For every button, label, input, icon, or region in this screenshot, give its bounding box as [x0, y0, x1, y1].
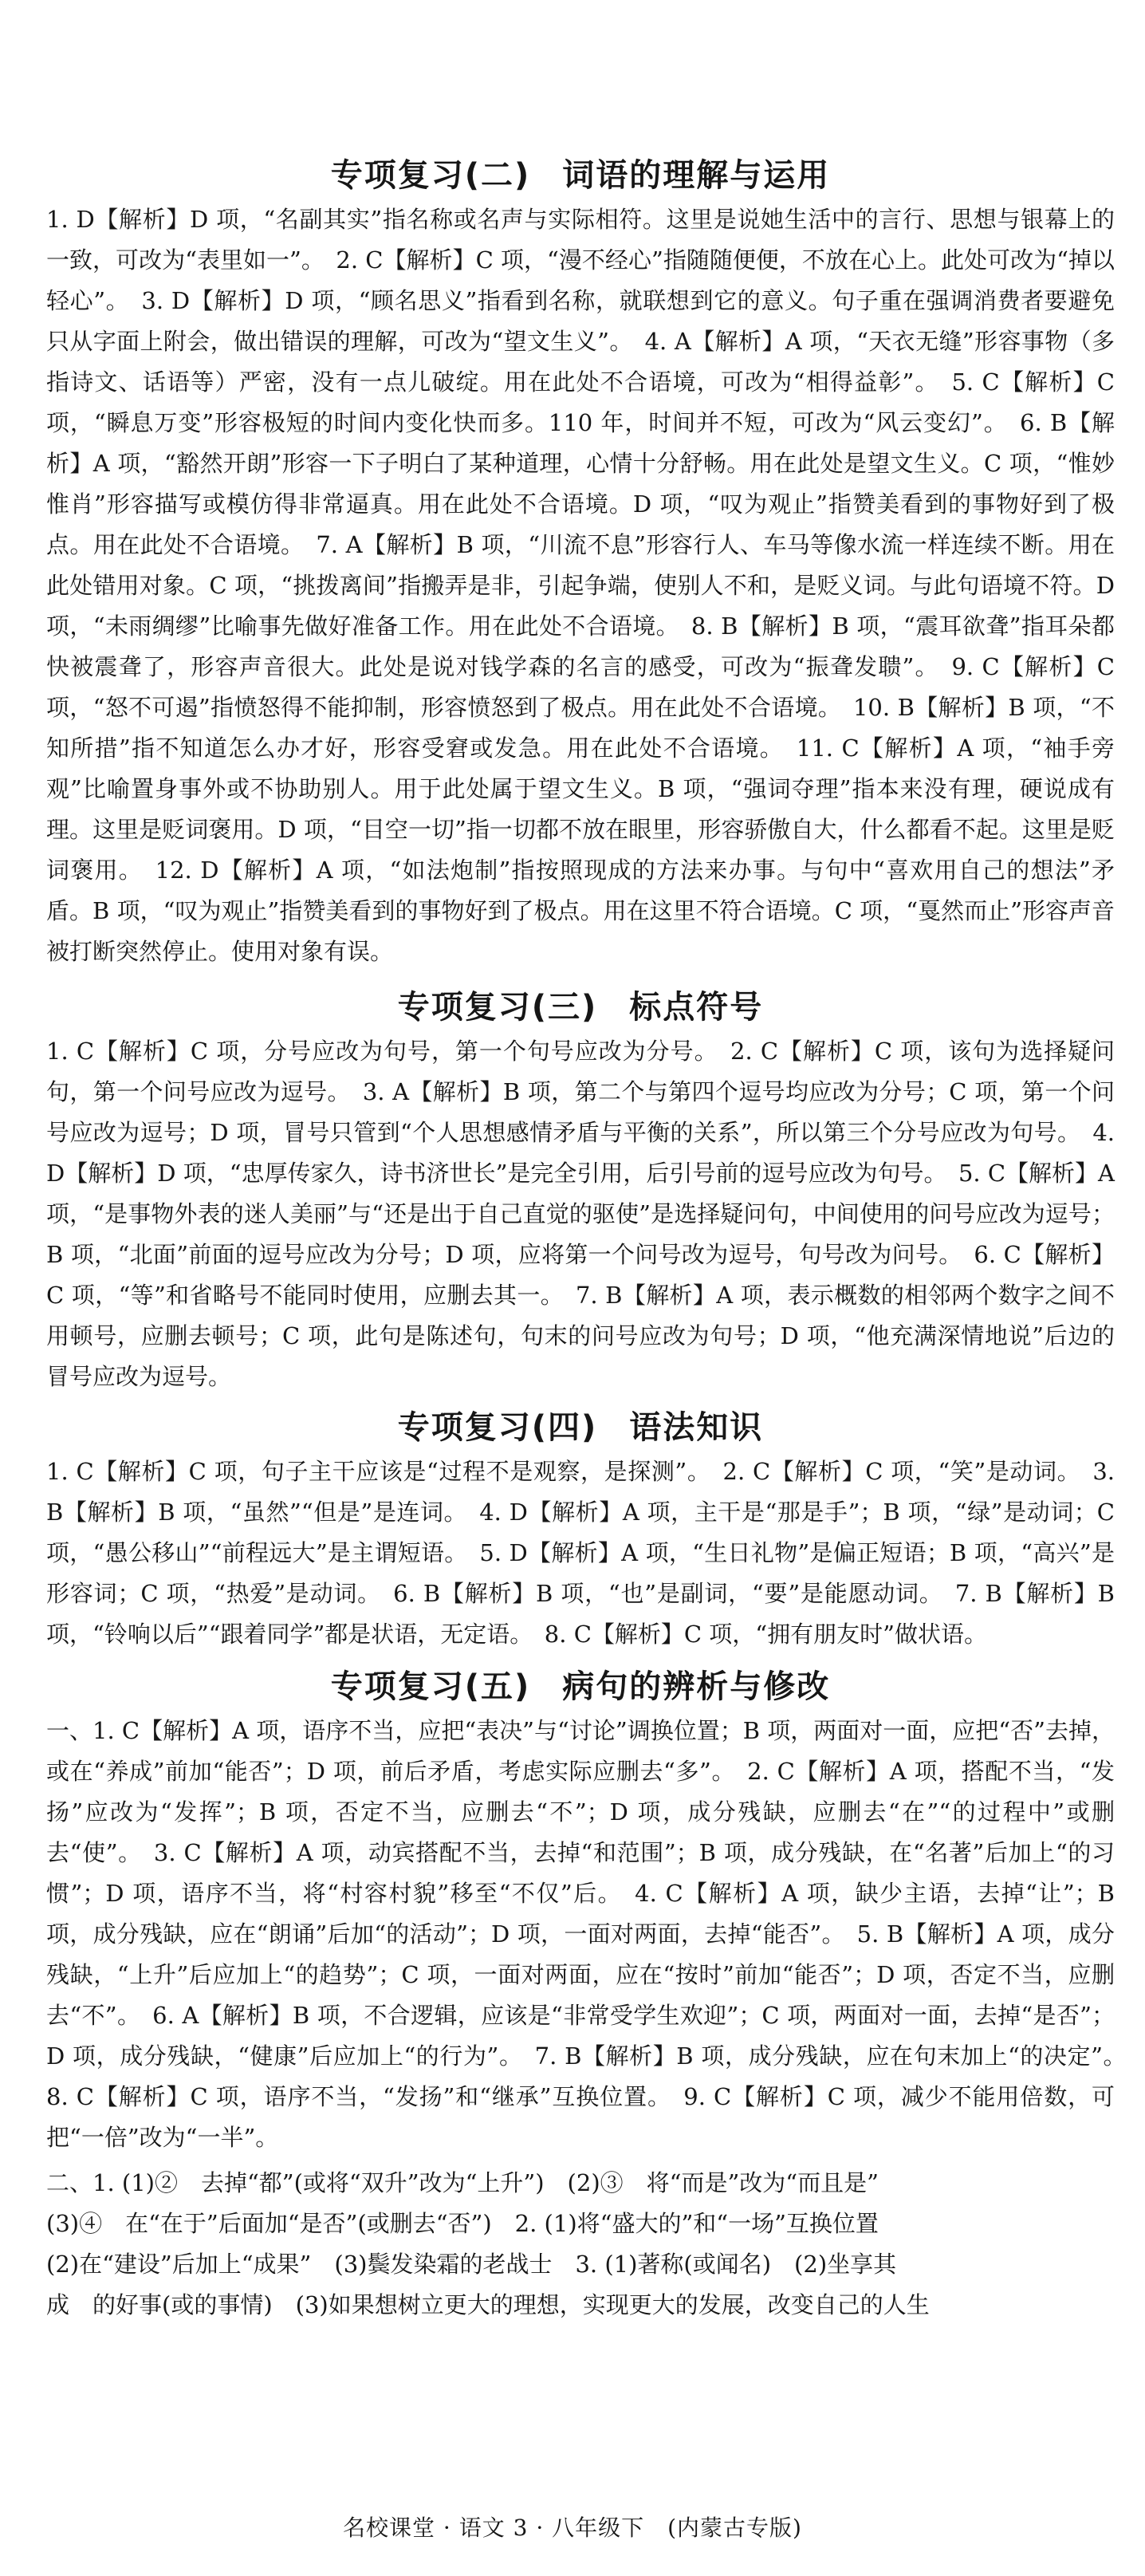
section-5-sentences	[46, 1663, 1139, 2158]
answer-line: 二、1. (1)② 去掉“都”(或将“双升”改为“上升”) (2)③ 将“而是”改为“而且是”	[46, 2169, 879, 2196]
part-two-answers	[46, 2163, 1115, 2326]
section-title	[46, 983, 1115, 1031]
section-body: 1. C【解析】C 项，分号应改为句号，第一个句号应改为分号。 2. C【解析】C 项，该句为选择疑问句，第一个问号应改为逗号。 3. A【解析】B 项，第二个与第四个逗号均应改为分号；C 项，第一个问号应改为逗号；D 项，冒号只管到“个人思想感情矛盾与平衡的关系”，所以第三个分号应改为句号。 4. D【解析】D 项，“忠厚传家久，诗书济世长”是完全引用，后引号前的逗号应改为句号。 5. C【解析】A 项，“是事物外表的迷人美丽”与“还是出于自己直觉的驱使”是选择疑问句，中间使用的问号应改为逗号；B 项，“北面”前面的逗号应改为分号；D 项，应将第一个问号改为逗号，句号改为问号。 6. C【解析】C 项，“等”和省略号不能同时使用，应删去其一。 7. B【解析】A 项，表示概数的相邻两个数字之间不用顿号，应删去顿号；C 项，此句是陈述句，句末的问号应改为句号；D 项，“他充满深情地说”后边的冒号应改为逗号。	[46, 1038, 1115, 1390]
section-title	[46, 1404, 1115, 1451]
section-subtitle: 病句的辨析与修改	[562, 1668, 831, 1705]
answer-line: 成 的好事(或的事情) (3)如果想树立更大的理想，实现更大的发展，改变自己的人生	[46, 2291, 930, 2318]
section-body: 1. C【解析】C 项，句子主干应该是“过程不是观察，是探测”。 2. C【解析】C 项，“笑”是动词。 3. B【解析】B 项，“虽然”“但是”是连词。 4. D【解析】A 项，主干是“那是手”；B 项，“绿”是动词；C 项，“愚公移山”“前程远大”是主谓短语。 5. D【解析】A 项，“生日礼物”是偏正短语；B 项，“高兴”是形容词；C 项，“热爱”是动词。 6. B【解析】B 项，“也”是副词，“要”是能愿动词。 7. B【解析】B 项，“铃响以后”“跟着同学”都是状语，无定语。 8. C【解析】C 项，“拥有朋友时”做状语。	[46, 1458, 1115, 1648]
section-number: 专项复习(三)	[397, 989, 598, 1026]
section-body: 1. D【解析】D 项，“名副其实”指名称或名声与实际相符。这里是说她生活中的言行、思想与银幕上的一致，可改为“表里如一”。 2. C【解析】C 项，“漫不经心”指随随便便，不放在心上。此处可改为“掉以轻心”。 3. D【解析】D 项，“顾名思义”指看到名称，就联想到它的意义。句子重在强调消费者要避免只从字面上附会，做出错误的理解，可改为“望文生义”。 4. A【解析】A 项，“天衣无缝”形容事物（多指诗文、话语等）严密，没有一点儿破绽。用在此处不合语境，可改为“相得益彰”。 5. C【解析】C 项，“瞬息万变”形容极短的时间内变化快而多。110 年，时间并不短，可改为“风云变幻”。 6. B【解析】A 项，“豁然开朗”形容一下子明白了某种道理，心情十分舒畅。用在此处是望文生义。C 项，“惟妙惟肖”形容描写或模仿得非常逼真。用在此处不合语境。D 项，“叹为观止”指赞美看到的事物好到了极点。用在此处不合语境。 7. A【解析】B 项，“川流不息”形容行人、车马等像水流一样连续不断。用在此处错用对象。C 项，“挑拨离间”指搬弄是非，引起争端，使别人不和，是贬义词。与此句语境不符。D 项，“未雨绸缪”比喻事先做好准备工作。用在此处不合语境。 8. B【解析】B 项，“震耳欲聋”指耳朵都快被震聋了，形容声音很大。此处是说对钱学森的名言的感受，可改为“振聋发聩”。 9. C【解析】C 项，“怒不可遏”指愤怒得不能抑制，形容愤怒到了极点。用在此处不合语境。 10. B【解析】B 项，“不知所措”指不知道怎么办才好，形容受窘或发急。用在此处不合语境。 11. C【解析】A 项，“袖手旁观”比喻置身事外或不协助别人。用于此处属于望文生义。B 项，“强词夺理”指本来没有理，硬说成有理。这里是贬词褒用。D 项，“目空一切”指一切都不放在眼里，形容骄傲自大，什么都看不起。这里是贬词褒用。 12. D【解析】A 项，“如法炮制”指按照现成的方法来办事。与句中“喜欢用自己的想法”矛盾。B 项，“叹为观止”指赞美看到的事物好到了极点。用在这里不符合语境。C 项，“戛然而止”形容声音被打断突然停止。使用对象有误。	[46, 206, 1115, 965]
section-number: 专项复习(四)	[397, 1409, 598, 1446]
section-title	[46, 1663, 1115, 1711]
section-title	[46, 152, 1115, 199]
section-subtitle: 标点符号	[629, 989, 764, 1026]
section-2-words	[46, 152, 1115, 972]
page-footer: 名校课堂 · 语文 3 · 八年级下 (内蒙古专版)	[343, 2515, 802, 2541]
section-body: 一、1. C【解析】A 项，语序不当，应把“表决”与“讨论”调换位置；B 项，两面对一面，应把“否”去掉，或在“养成”前加“能否”；D 项，前后矛盾，考虑实际应删去“多”。 2. C【解析】A 项，搭配不当，“发扬”应改为“发挥”；B 项，否定不当，应删去“不”；D 项，成分残缺，应删去“在”“的过程中”或删去“使”。 3. C【解析】A 项，动宾搭配不当，去掉“和范围”；B 项，成分残缺，在“名著”后加上“的习惯”；D 项，语序不当，将“村容村貌”移至“不仅”后。 4. C【解析】A 项，缺少主语，去掉“让”；B 项，成分残缺，应在“朗诵”后加“的活动”；D 项，一面对两面，去掉“能否”。 5. B【解析】A 项，成分残缺，“上升”后应加上“的趋势”；C 项，一面对两面，应在“按时”前加“能否”；D 项，否定不当，应删去“不”。 6. A【解析】B 项，不合逻辑，应该是“非常受学生欢迎”；C 项，两面对一面，去掉“是否”；D 项，成分残缺，“健康”后应加上“的行为”。 7. B【解析】B 项，成分残缺，应在句末加上“的决定”。 8. C【解析】C 项，语序不当，“发扬”和“继承”互换位置。 9. C【解析】C 项，减少不能用倍数，可把“一倍”改为“一半”。	[46, 1717, 1139, 2151]
answer-line: (2)在“建设”后加上“成果” (3)鬓发染霜的老战士 3. (1)著称(或闻名) (2)坐享其	[46, 2251, 897, 2278]
section-number: 专项复习(五)	[330, 1668, 531, 1705]
section-3-punctuation	[46, 983, 1115, 1397]
section-subtitle: 词语的理解与运用	[562, 157, 831, 194]
section-subtitle: 语法知识	[629, 1409, 764, 1446]
section-number: 专项复习(二)	[330, 157, 531, 194]
section-4-grammar	[46, 1404, 1115, 1655]
answer-line: (3)④ 在“在于”后面加“是否”(或删去“否”) 2. (1)将“盛大的”和“一场”互换位置	[46, 2210, 879, 2237]
